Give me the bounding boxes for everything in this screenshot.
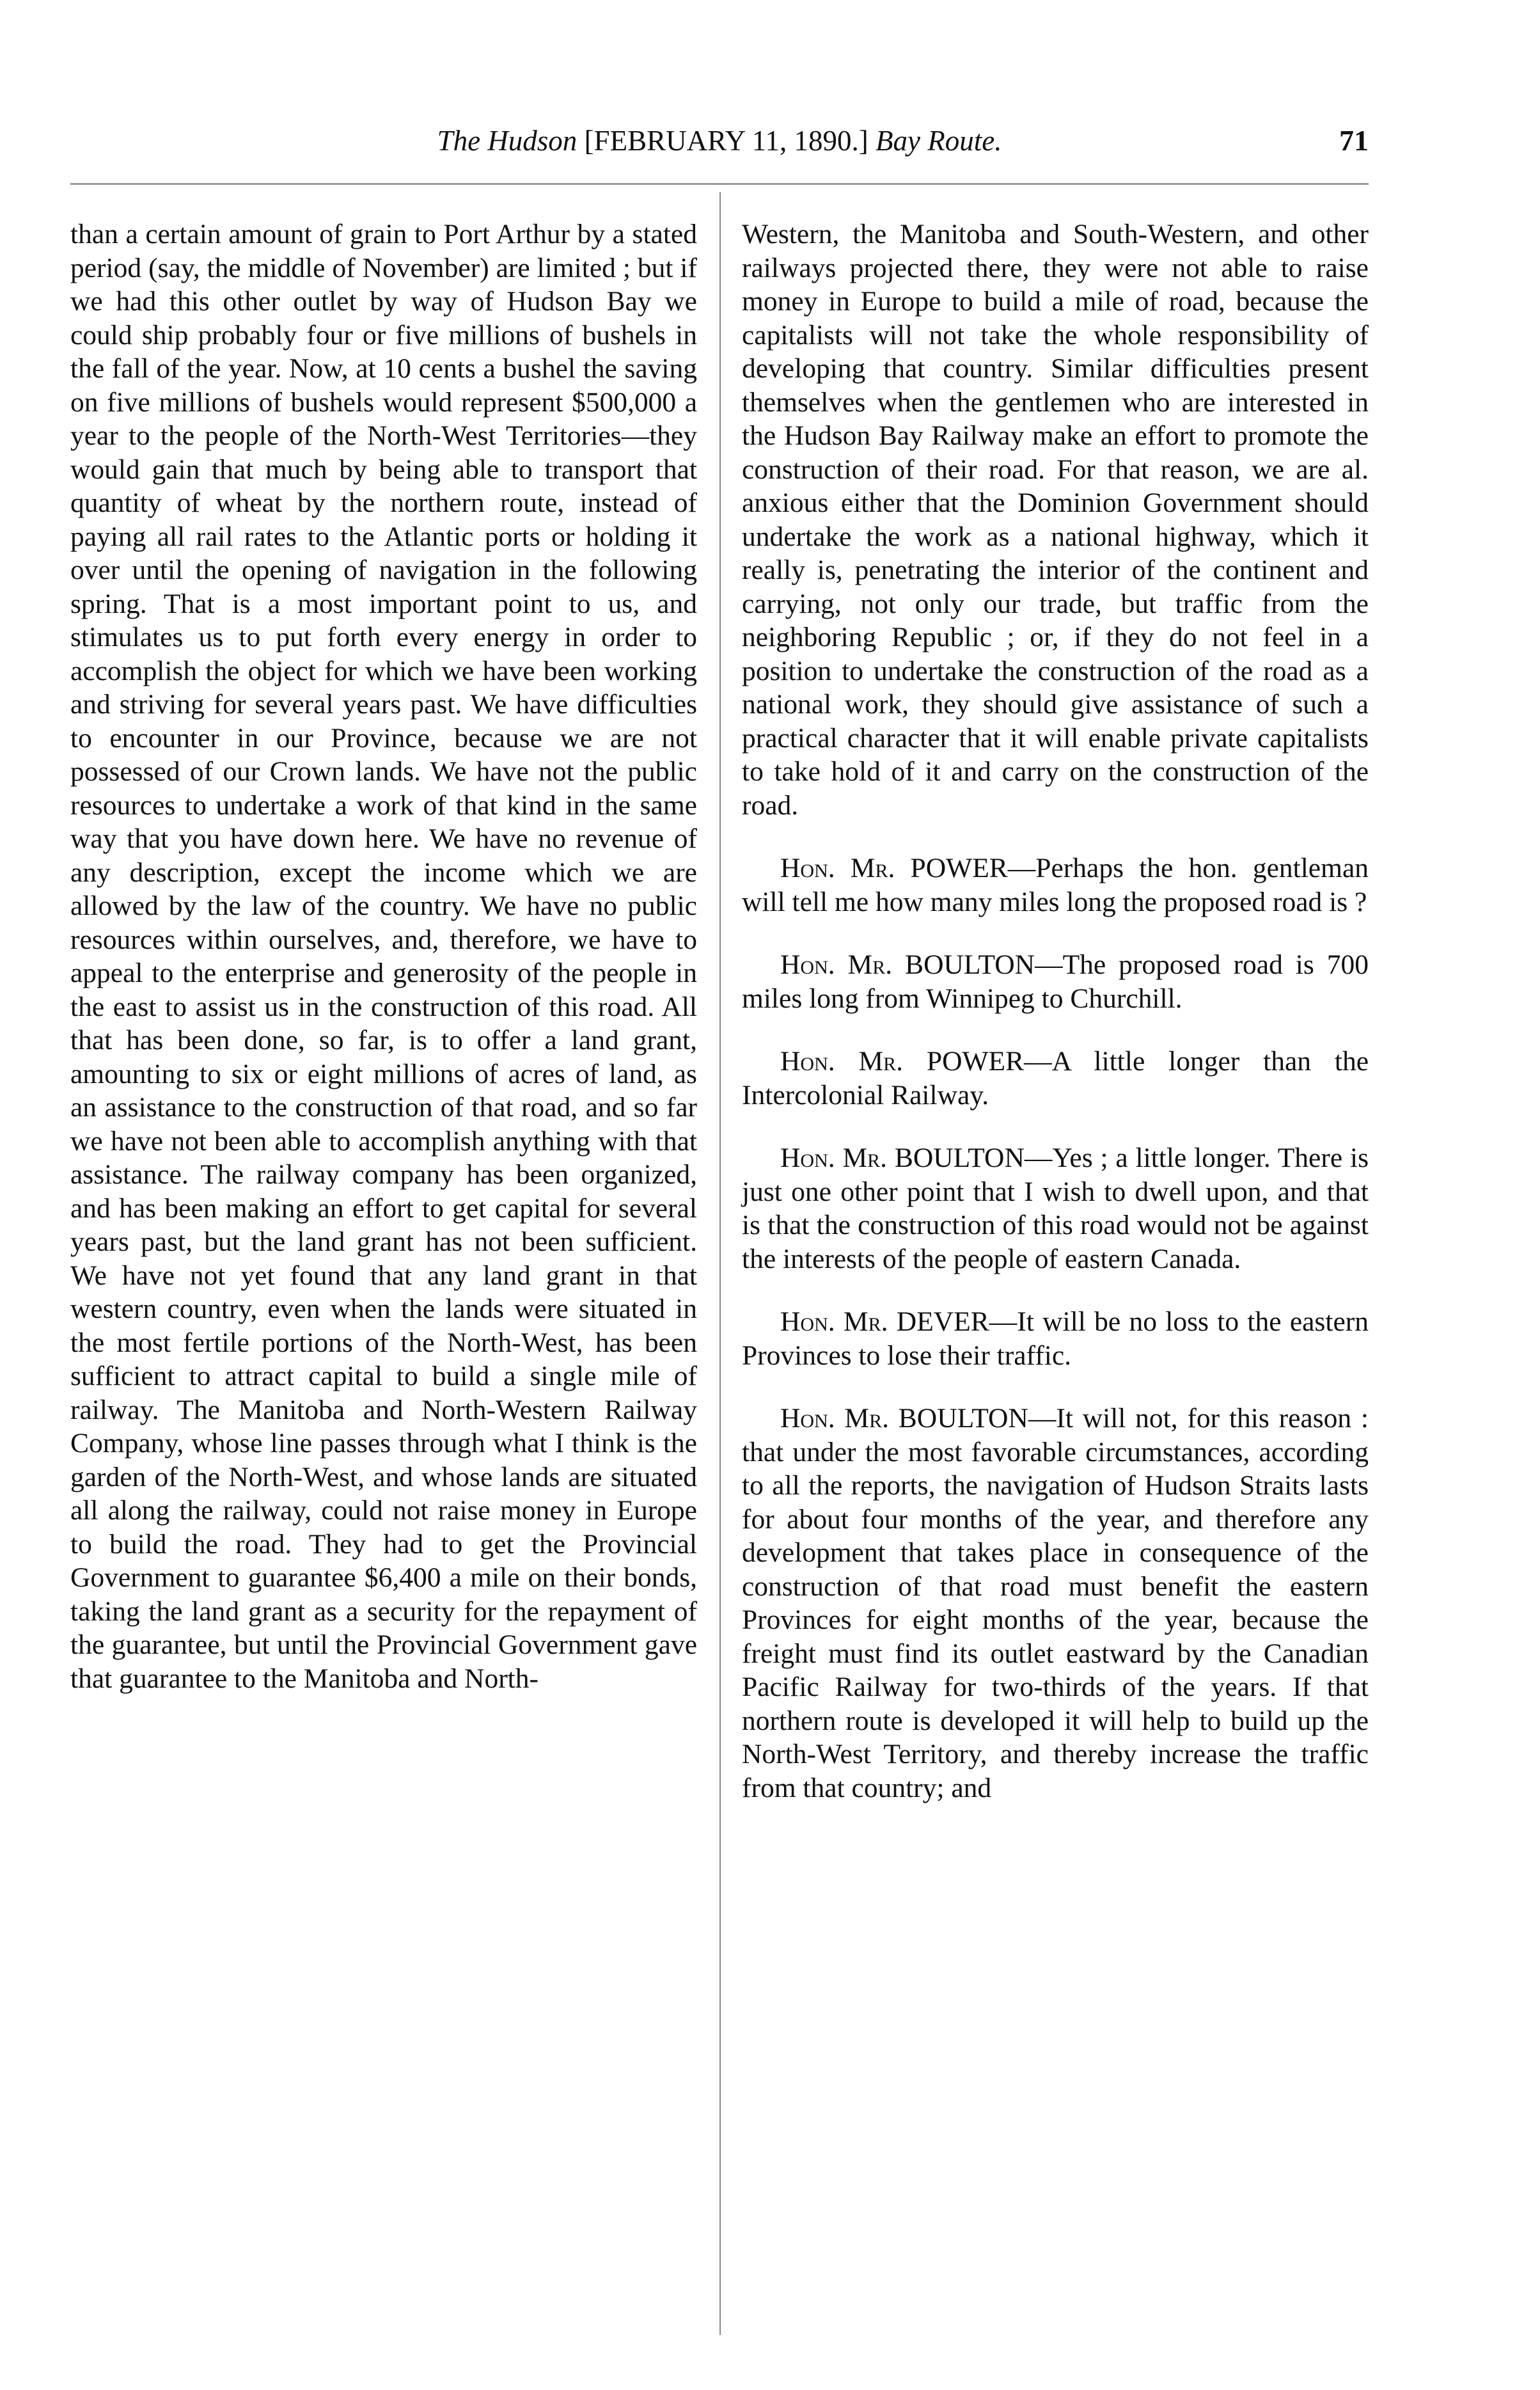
running-head [70,118,1369,163]
right-continuation-paragraph: Western, the Manitoba and South-Western, and other railways projected there, they were not able to raise money in Europe to build a mile of road, because the capitalists will not take the whole responsibility of developing that country. Similar difficulties present themselves when the gentlemen who are interested in the Hudson Bay Railway make an effort to promote the construction of their road. For that reason, we are al. anxious either that the Dominion Government should undertake the work as a national highway, which it really is, penetrating the interior of the continent and carrying, not only our trade, but traffic from the neighboring Republic ; or, if they do not feel in a position to undertake the construction of the road as a national work, they should give assistance of such a practical character that it will enable private capitalists to take hold of it and carry on the construction of the road. [742,219,1369,821]
header-rule [70,183,1369,185]
running-head-date: [FEBRUARY 11, 1890.] [584,125,868,157]
speech-boulton-1 [742,948,1369,1015]
speech-text: —It will be no loss to the eastern Provinces to lose their traffic. [742,1306,1369,1371]
speaker-name: Hon. Mr. BOULTON [780,1143,1025,1173]
speech-dever [742,1305,1369,1372]
speaker-name: Hon. Mr. POWER [780,853,1008,883]
speaker-name: Hon. Mr. BOULTON [780,1403,1028,1434]
speech-power-1 [742,851,1369,919]
right-column [742,218,1369,1805]
running-head-left: The Hudson [437,125,578,157]
speech-text: —A little longer than the Intercolonial Railway. [742,1046,1369,1111]
left-paragraph: than a certain amount of grain to Port Arthur by a stated period (say, the middle of November) are limited ; but if we had this other outlet by way of Hudson Bay we could ship probably four or five millions of bushels in the fall of the year. Now, at 10 cents a bushel the saving on five millions of bushels would represent $500,000 a year to the people of the North-West Territories—they would gain that much by being able to transport that quantity of wheat by the northern route, instead of paying all rail rates to the Atlantic ports or holding it over until the opening of navigation in the following spring. That is a most important point to us, and stimulates us to put forth every energy in order to accomplish the object for which we have been working and striving for several years past. We have difficulties to encounter in our Province, because we are not possessed of our Crown lands. We have not the public resources to undertake a work of that kind in the same way that you have down here. We have no revenue of any description, except the income which we are allowed by the law of the country. We have no public resources within ourselves, and, therefore, we have to appeal to the enterprise and generosity of the people in the east to assist us in the construction of this road. All that has been done, so far, is to offer a land grant, amounting to six or eight millions of acres of land, as an assistance to the construction of that road, and so far we have not been able to accomplish anything with that assistance. The railway company has been organized, and has been making an effort to get capital for several years past, but the land grant has not been sufficient. We have not yet found that any land grant in that western country, even when the lands were situated in the most fertile portions of the North-West, has been sufficient to attract capital to build a single mile of railway. The Manitoba and North-Western Railway Company, whose line passes through what I think is the garden of the North-West, and whose lands are situated all along the railway, could not raise money in Europe to build the road. They had to get the Provincial Government to guarantee $6,400 a mile on their bonds, taking the land grant as a security for the repayment of the guarantee, but until the Provincial Government gave that guarantee to the Manitoba and North- [70,219,697,1694]
speech-text: —It will not, for this reason : that under the most favorable circumstances, according to all the reports, the navigation of Hudson Straits lasts for about four months of the year, and therefore any development that takes place in consequence of the construction of that road must benefit the eastern Provinces for eight months of the year, because the freight must find its outlet eastward by the Canadian Pacific Railway for two-thirds of the years. If that northern route is developed it will help to build up the North-West Territory, and thereby increase the traffic from that country; and [742,1403,1369,1803]
speech-boulton-2 [742,1141,1369,1276]
speech-text: —Yes ; a little longer. There is just one other point that I wish to dwell upon, and that is that the construction of this road would not be against the interests of the people of eastern Canada. [742,1143,1369,1274]
left-column [70,218,697,1695]
speech-power-2 [742,1045,1369,1112]
speaker-name: Hon. Mr. BOULTON [780,949,1035,980]
page-number: 71 [1339,124,1369,157]
speech-boulton-3 [742,1402,1369,1805]
speech-text: —Perhaps the hon. gentleman will tell me how many miles long the proposed road is ? [742,853,1369,917]
running-head-title [70,118,1369,163]
speech-text: —The proposed road is 700 miles long from Winnipeg to Churchill. [742,949,1369,1014]
running-head-right: Bay Route. [876,125,1002,157]
speaker-name: Hon. Mr. POWER [780,1046,1025,1077]
column-divider [719,192,721,2335]
speaker-name: Hon. Mr. DEVER [780,1306,989,1337]
